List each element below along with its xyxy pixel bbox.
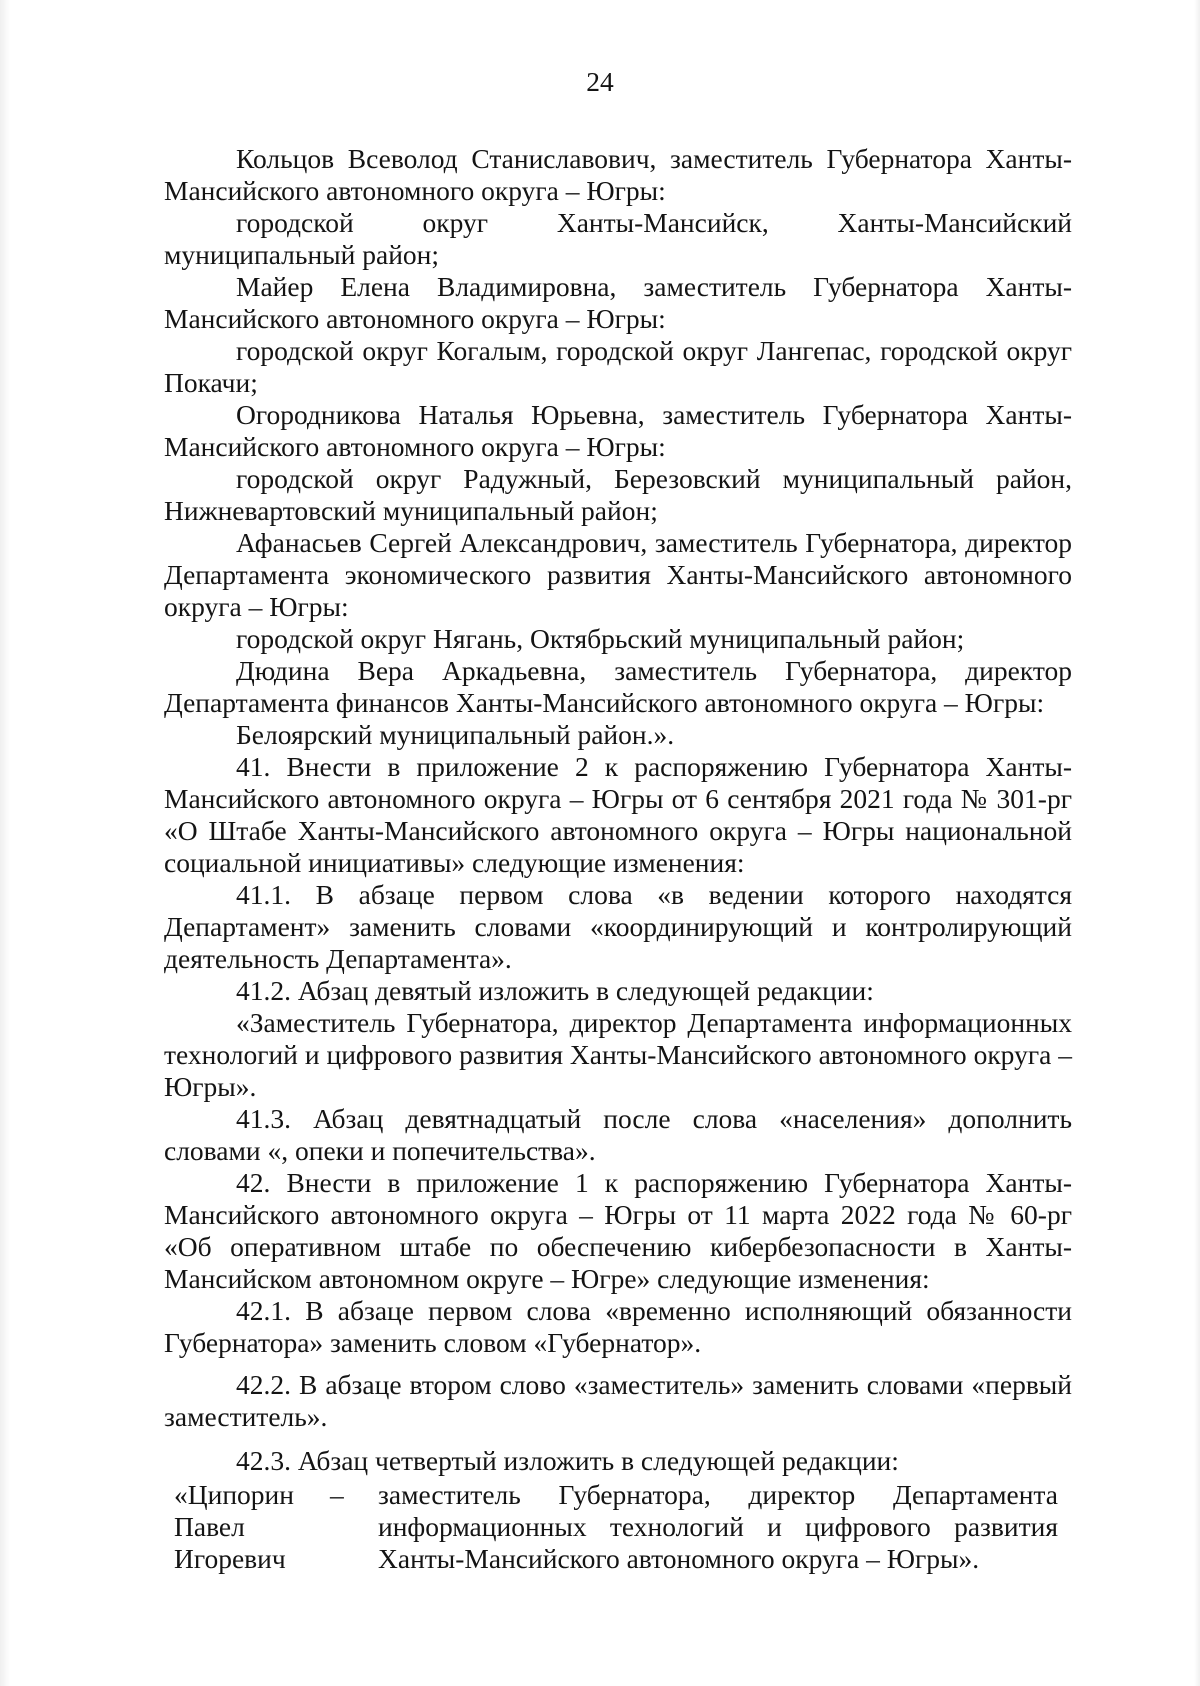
- member-name: [174, 1479, 326, 1575]
- scan-edge-right: [1194, 0, 1200, 1686]
- paragraph-koltsov-territories: городской округ Ханты-Мансийск, Ханты-Мансийский муниципальный район;: [164, 207, 1072, 270]
- document-body: [164, 143, 1072, 1575]
- scan-edge-left: [0, 0, 10, 1686]
- page-number: 24: [586, 66, 614, 97]
- paragraph-item-42-2: 42.2. В абзаце втором слово «заместитель» заменить словами «первый заместитель».: [164, 1369, 1072, 1432]
- member-first-name: Павел: [174, 1511, 245, 1542]
- paragraph-item-41-2: 41.2. Абзац девятый изложить в следующей редакции:: [236, 975, 874, 1006]
- paragraph-afanasyev-territories: городской округ Нягань, Октябрьский муниципальный район;: [236, 623, 965, 654]
- member-patronymic: Игоревич: [174, 1543, 286, 1574]
- paragraph-mayer-territories: городской округ Когалым, городской округ Лангепас, городской округ Покачи;: [164, 335, 1072, 398]
- paragraph-item-42: 42. Внести в приложение 1 к распоряжению Губернатора Ханты-Мансийского автономного округа – Югры от 11 марта 2022 года № 60-рг «Об оперативном штабе по обеспечению кибербезопасности в Ханты-Мансийском автономном округе – Югре» следующие изменения:: [164, 1167, 1072, 1294]
- paragraph-dyudina-territories: Белоярский муниципальный район.».: [236, 719, 675, 750]
- paragraph-item-41-3: 41.3. Абзац девятнадцатый после слова «населения» дополнить словами «, опеки и попечительства».: [164, 1103, 1072, 1166]
- paragraph-ogorodnikova: Огородникова Наталья Юрьевна, заместитель Губернатора Ханты-Мансийского автономного округа – Югры:: [164, 399, 1072, 462]
- paragraph-item-41-2-text: «Заместитель Губернатора, директор Департамента информационных технологий и цифрового развития Ханты-Мансийского автономного округа – Югры».: [164, 1007, 1072, 1102]
- paragraph-item-42-1: 42.1. В абзаце первом слова «временно исполняющий обязанности Губернатора» заменить словом «Губернатор».: [164, 1295, 1072, 1358]
- paragraph-koltsov: Кольцов Всеволод Станиславович, заместитель Губернатора Ханты-Мансийского автономного округа – Югры:: [164, 143, 1072, 206]
- member-surname: «Ципорин: [174, 1479, 294, 1510]
- member-dash: –: [330, 1479, 344, 1510]
- paragraph-item-41-1: 41.1. В абзаце первом слова «в ведении которого находятся Департамент» заменить словами «координирующий и контролирующий деятельность Департамента».: [164, 879, 1072, 974]
- paragraph-item-42-3: 42.3. Абзац четвертый изложить в следующей редакции:: [236, 1445, 899, 1476]
- member-description: заместитель Губернатора, директор Департамента информационных технологий и цифрового развития Ханты-Мансийского автономного округа – Югры».: [378, 1479, 1058, 1574]
- paragraph-dyudina: Дюдина Вера Аркадьевна, заместитель Губернатора, директор Департамента финансов Ханты-Мансийского автономного округа – Югры:: [164, 655, 1072, 718]
- paragraph-afanasyev: Афанасьев Сергей Александрович, заместитель Губернатора, директор Департамента экономического развития Ханты-Мансийского автономного округа – Югры:: [164, 527, 1072, 622]
- paragraph-item-41: 41. Внести в приложение 2 к распоряжению Губернатора Ханты-Мансийского автономного округа – Югры от 6 сентября 2021 года № 301-рг «О Штабе Ханты-Мансийского автономного округа – Югры национальной социальной инициативы» следующие изменения:: [164, 751, 1072, 878]
- paragraph-mayer: Майер Елена Владимировна, заместитель Губернатора Ханты-Мансийского автономного округа – Югры:: [164, 271, 1072, 334]
- member-entry: [164, 1479, 1072, 1575]
- paragraph-ogorodnikova-territories: городской округ Радужный, Березовский муниципальный район, Нижневартовский муниципальный район;: [164, 463, 1072, 526]
